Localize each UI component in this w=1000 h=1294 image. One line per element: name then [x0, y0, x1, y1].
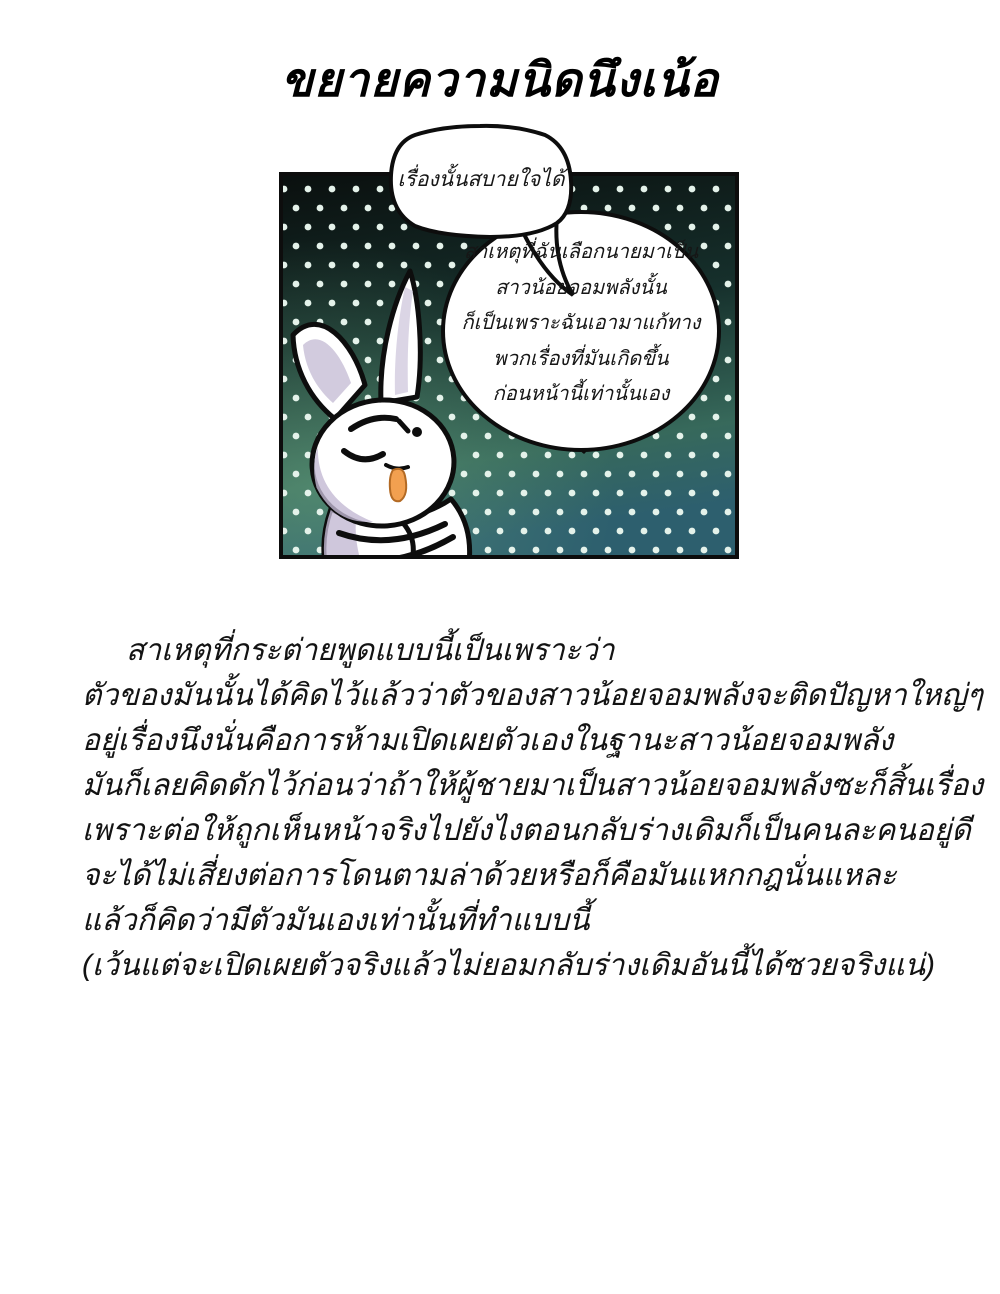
- paragraph-line: เพราะต่อให้ถูกเห็นหน้าจริงไปยังไงตอนกลับร่างเดิมก็เป็นคนละคนอยู่ดี: [82, 814, 971, 847]
- page-title: ขยายความนิดนึงเน้อ: [281, 53, 719, 106]
- paragraph-line: สาเหตุที่กระต่ายพูดแบบนี้เป็นเพราะว่า: [126, 634, 615, 667]
- bubble-line: ก่อนหน้านี้เท่านั้นเอง: [492, 383, 670, 405]
- bubble-line: ก็เป็นเพราะฉันเอามาแก้ทาง: [461, 312, 701, 334]
- paragraph-line: อยู่เรื่องนึงนั่นคือการห้ามเปิดเผยตัวเองในฐานะสาวน้อยจอมพลัง: [82, 724, 894, 757]
- paragraph-line: แล้วก็คิดว่ามีตัวมันเองเท่านั้นที่ทำแบบนี้: [82, 904, 590, 937]
- bubble-line: สาวน้อยจอมพลังนั้น: [495, 276, 667, 299]
- paragraph-line: (เว้นแต่จะเปิดเผยตัวจริงแล้วไม่ยอมกลับร่างเดิมอันนี้ได้ซวยจริงแน่): [82, 949, 936, 982]
- bubble-line: สาเหตุที่ฉันเลือกนายมาเป็น: [463, 241, 699, 263]
- paragraph-line: ตัวของมันนั้นได้คิดไว้แล้วว่าตัวของสาวน้อยจอมพลังจะติดปัญหาใหญ่ๆ: [82, 679, 983, 712]
- explanation-paragraph: [82, 628, 984, 988]
- speech-bubble-main-text: [448, 235, 714, 413]
- paragraph-line: มันก็เลยคิดดักไว้ก่อนว่าถ้าให้ผู้ชายมาเป็นสาวน้อยจอมพลังซะก็สิ้นเรื่อง: [82, 769, 984, 802]
- bubble-line: พวกเรื่องที่มันเกิดขึ้น: [493, 347, 669, 370]
- speech-bubble-top-text: เรื่องนั้นสบายใจได้: [397, 168, 565, 191]
- paragraph-line: จะได้ไม่เสี่ยงต่อการโดนตามล่าด้วยหรือก็คือมันแหกกฎนั่นแหละ: [82, 859, 897, 892]
- comic-panel-image: [265, 123, 740, 573]
